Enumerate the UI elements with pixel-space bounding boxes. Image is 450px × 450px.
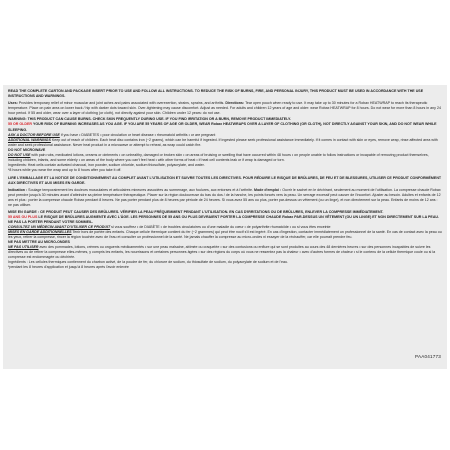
- en-warning: WARNING: THIS PRODUCT CAN CAUSE BURNS. CHECK SKIN FREQUENTLY DURING USE. IF YOU FIND IRRITATION OR A BURN, REMOVE PRODUCT IMMEDIATELY.: [8, 117, 292, 122]
- fr-age-label: 55 ANS OU PLUS: [8, 214, 38, 219]
- en-donotuse-text: with pain rubs, medicated lotions, creams or ointments • on unhealthy, damaged or broken skin • on areas of bruising or swelling that have occurred within 48 hours • on people unable to follow instructions or incapable of removing product themselves, including children, infants, and some elderly • on areas of the body where you can't feel heat • with other forms of heat • if heat cell contents leak or if wrap is damaged or torn.: [8, 152, 429, 162]
- fr-medecin-text: si vous souffrez • de DIABÈTE • de troubles circulatoires ou d'une maladie du cœur • de polyarthrite rhumatoïde • ou si vous êtes enceinte: [111, 224, 331, 229]
- en-age-warning: [8, 122, 442, 132]
- en-donotuse-label: DO NOT USE: [8, 152, 31, 157]
- fr-mise-en-garde: MISE EN GARDE : CE PRODUIT PEUT CAUSER DES BRÛLURES. VÉRIFIER LA PEAU FRÉQUEMMENT PENDANT L'UTILISATION. EN CAS D'IRRITATIONS OU DE BRÛLURES, ENLEVER LA COMPRESSE IMMÉDIATEMENT.: [8, 209, 384, 214]
- en-uses-label: Uses:: [8, 100, 18, 105]
- fr-mode-label: Mode d'emploi :: [253, 187, 282, 192]
- fr-footnote: *pendant les 8 heures d'application et jusqu'à 8 heures après l'avoir enlevée: [8, 265, 129, 270]
- fr-additional-label: MISES EN GARDE ADDITIONNELLES: [8, 229, 72, 234]
- en-age-label: 55 OR OLDER: [8, 122, 32, 127]
- en-uses-text: Provides temporary relief of minor muscular and joint aches and pains associated with overexertion, strains, sprains, and arthritis.: [18, 100, 225, 105]
- fr-additional-text: Tenir hors de portée des enfants. Chaque cellule thermique contient du fer (~2 grammes) qui peut être nocif s'il est ingéré. En cas d'ingestion, contacter immédiatement un professionnel de la santé. En cas de contact avec la peau ou les yeux, retirer la compresse, rincer la région touchée avec de l'eau et consulter un professionnel de la santé. Ne jamais chauffer la compresse au micro-ondes ni essayer de la réchauffer, car elle pourrait prendre feu.: [8, 229, 442, 239]
- fr-nepas-label: NE PAS UTILISER: [8, 244, 39, 249]
- en-age-text: YOUR RISK OF BURNING INCREASES AS YOU AGE. IF YOU ARE 55 YEARS OF AGE OR OLDER, WEAR Robax HEATWRAPS OVER A LAYER OF CLOTHING (OR CLOTH), NOT DIRECTLY AGAINST YOUR SKIN, AND DO NOT WEAR WHILE SLEEPING.: [8, 122, 437, 132]
- en-directions-text: Tear open pouch when ready to use. It may take up to 30 minutes for a Robax HEATWRAP to reach its therapeutic temperature. Place on pain area on lower back / hip with darker dots toward skin. Over-tightening may cause discomfort. Adjust as needed. For adults and children 12 years of age and older: wear Robax HEATWRAP for 8 hours. Do not wear for more than 8 hours in any 24 hour period. If 55 and older, wear over a layer of clothing (or cloth), not directly against your skin. Children under 12 years: do not use.: [8, 100, 441, 115]
- en-directions-label: Directions:: [225, 100, 245, 105]
- en-microwave-warning: DO NOT MICROWAVE: [8, 147, 46, 152]
- en-footnote: *8 hours while you wear the wrap and up to 8 hours after you take it off.: [8, 167, 122, 172]
- fr-medecin-label: CONSULTEZ UN MÉDECIN AVANT D'UTILISER CE PRODUIT: [8, 224, 111, 229]
- en-doctor-text: if you have • DIABETES • poor circulation or heart disease • rheumatoid arthritis • or are pregnant: [60, 132, 216, 137]
- fr-indication-text: Soulage temporairement les douleurs musculaires et articulaires mineures associées au surmenage, aux foulures, aux entorses et à l'arthrite.: [28, 187, 253, 192]
- fr-age-text: LE RISQUE DE BRÛLURES AUGMENTE AVEC L'ÂGE. LES PERSONNES DE 55 ANS OU PLUS DEVRAIENT PORTER LA COMPRESSE CHAUDE Robax PAR-DESSUS UN VÊTEMENT (OU UN LINGE) ET NON DIRECTEMENT SUR LA PEAU. NE PAS LA PORTER PENDANT VOTRE SOMMEIL.: [8, 214, 440, 224]
- fr-ingredients: Ingrédients : Les cellules thermiques contiennent du charbon activé, de la poudre de fer, du chlorure de sodium, du thiosulfate de sodium, du polyacrylate de sodium et de l'eau.: [8, 260, 288, 265]
- en-ingredients: Ingredients: Heat cells contain activated charcoal, iron powder, sodium chloride, sodium thiosulfate, polyacrylate, and water.: [8, 162, 205, 167]
- en-additional-label: ADDITIONAL WARNINGS: [8, 137, 51, 142]
- fr-mode-text: Ouvrir le sachet en le déchirant, seulement au moment de l'utilisation. La compresse chaude Robax peut prendre jusqu'à 30 minutes avant d'atteindre sa pleine température thérapeutique. Placer sur la région douloureuse du bas du dos / de la hanche, les points foncés vers la peau. Un serrage excessif peut causer de l'inconfort. Ajuster au besoin. Adultes et enfants de 12 ans et plus : porter la compresse chaude Robax pendant 8 heures. Ne pas porter pendant plus de 8 heures par période de 24 heures. Si vous avez 55 ans ou plus, porter par-dessus un vêtement (ou un linge), et non directement sur la peau. Enfants de moins de 12 ans : ne pas utiliser.: [8, 187, 441, 207]
- fr-do-not-use: [8, 245, 442, 260]
- fr-microwave-warning: NE PAS METTRE AU MICRO-ONDES: [8, 239, 70, 244]
- insert-text-block: [8, 89, 442, 270]
- package-insert-label: [3, 85, 447, 369]
- fr-nepas-text: avec des pommades, lotions, crèmes ou onguents médicamentés • sur une peau malsaine, abîmée ou craquelée • sur des contusions ou enflure qui se sont produites au cours des 48 dernières heures • sur des personnes incapables de suivre les directives ou de retirer la compresse elles-mêmes, y compris les enfants, les nourrissons et certaines personnes âgées • sur des régions du corps où vous ne ressentez pas la chaleur • avec d'autres formes de chaleur • si le contenu de la cellule thermique coule ou si la compresse est endommagée ou déchirée.: [8, 244, 436, 260]
- fr-indication-label: Indication :: [8, 187, 28, 192]
- fr-intro: LIRE L'EMBALLAGE ET LA NOTICE DE CONDITIONNEMENT AU COMPLET AVANT L'UTILISATION ET SUIVRE TOUTES LES DIRECTIVES. POUR RÉDUIRE LE RISQUE DE BRÛLURES, DE FEU ET DE BLESSURES, UTILISER CE PRODUIT CONFORMÉMENT AUX DIRECTIVES ET AUX MISES EN GARDE.: [8, 176, 442, 186]
- fr-additional-warnings: [8, 230, 442, 240]
- en-doctor-label: ASK A DOCTOR BEFORE USE: [8, 132, 60, 137]
- en-do-not-use: [8, 153, 442, 163]
- en-additional-text: Keep out of reach of children. Each heat disc contains iron (~2 grams), which can be harmful if ingested. If ingested please seek professional assistance immediately. If it comes in contact with skin or eyes, remove wrap, rinse affected area with water and seek professional assistance. Never heat product in a microwave or attempt to reheat, as wrap could catch fire.: [8, 137, 438, 147]
- fr-indication-mode: [8, 188, 442, 208]
- fr-age-warning: [8, 215, 442, 225]
- en-additional-warnings: [8, 138, 442, 148]
- product-code: PAA041773: [415, 354, 441, 359]
- en-intro: READ THE COMPLETE CARTON AND PACKAGE INSERT PRIOR TO USE AND FOLLOW ALL INSTRUCTIONS. TO REDUCE THE RISK OF BURNS, FIRE, AND PERSONAL INJURY, THIS PRODUCT MUST BE USED IN ACCORDANCE WITH THE USE INSTRUCTIONS AND WARNINGS.: [8, 89, 424, 99]
- en-uses-directions: [8, 101, 442, 116]
